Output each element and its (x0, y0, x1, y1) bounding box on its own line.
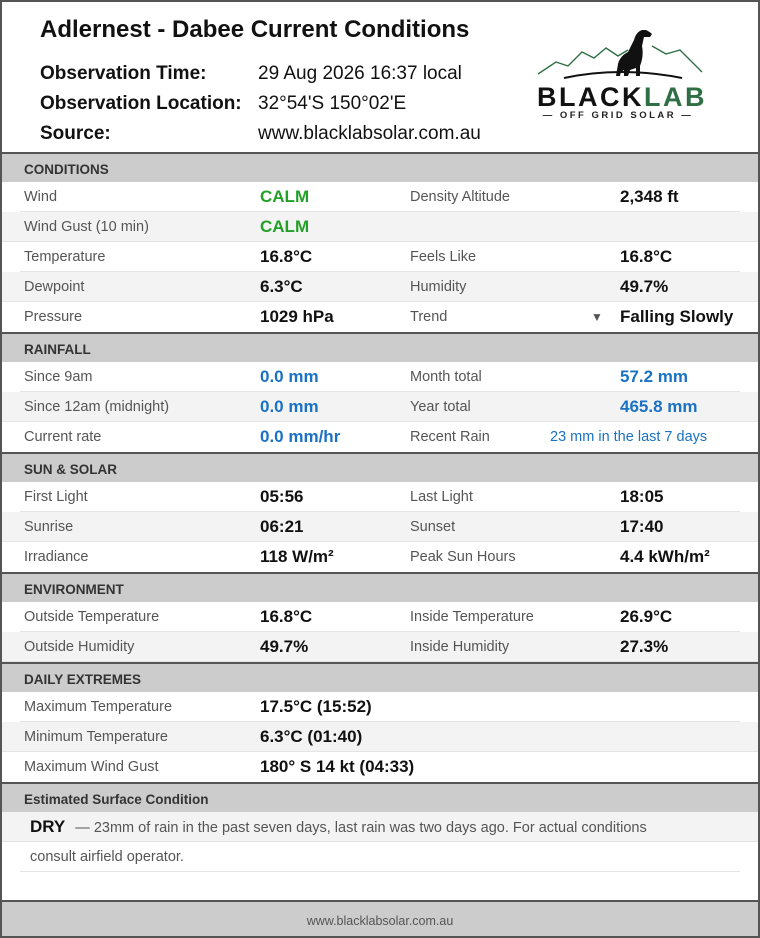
wind-gust-value: CALM (260, 217, 310, 236)
logo-word-green: LAB (644, 82, 707, 112)
surface-condition-description: — 23mm of rain in the past seven days, last rain was two days ago. For actual conditions (75, 820, 647, 836)
surface-condition-description-continued: consult airfield operator. (30, 849, 184, 865)
table-row (20, 692, 740, 722)
peak-sun-hours-label: Peak Sun Hours (410, 549, 516, 565)
max-wind-gust-label: Maximum Wind Gust (24, 759, 159, 775)
sunset-value: 17:40 (620, 517, 664, 536)
report-header (2, 2, 758, 152)
daily-extremes-section-header: DAILY EXTREMES (2, 662, 758, 692)
year-total-label: Year total (410, 399, 471, 415)
humidity-value: 49.7% (620, 277, 669, 296)
surface-condition-section-header: Estimated Surface Condition (2, 782, 758, 812)
table-row (20, 602, 740, 632)
first-light-value: 05:56 (260, 487, 304, 506)
since-9am-label: Since 9am (24, 369, 93, 385)
sunrise-value: 06:21 (260, 517, 304, 536)
logo-subtitle: — OFF GRID SOLAR — (542, 110, 694, 121)
irradiance-value: 118 W/m² (260, 547, 334, 566)
table-row (20, 302, 740, 332)
humidity-label: Humidity (410, 279, 467, 295)
month-total-value: 57.2 mm (620, 367, 689, 386)
surface-condition-line-2 (20, 842, 740, 872)
wind-gust-label: Wind Gust (10 min) (24, 219, 149, 235)
min-temperature-value: 6.3°C (01:40) (260, 727, 363, 746)
table-row (2, 632, 758, 662)
last-light-label: Last Light (410, 489, 473, 505)
table-row (20, 752, 740, 782)
recent-rain-label: Recent Rain (410, 429, 490, 445)
observation-time-label: Observation Time: (40, 63, 207, 84)
logo-word-black: BLACK (537, 82, 644, 112)
sunset-label: Sunset (410, 519, 456, 535)
temperature-value: 16.8°C (260, 247, 313, 266)
trend-value: Falling Slowly (620, 307, 734, 326)
since-midnight-label: Since 12am (midnight) (24, 399, 170, 415)
source-label: Source: (40, 123, 111, 144)
pressure-value: 1029 hPa (260, 307, 334, 326)
blacklab-logo (534, 26, 706, 126)
wind-value: CALM (260, 187, 310, 206)
footer-website-text: www.blacklabsolar.com.au (306, 914, 454, 928)
observation-location-label: Observation Location: (40, 93, 242, 114)
sunrise-label: Sunrise (24, 519, 74, 535)
table-row (2, 272, 758, 302)
since-9am-value: 0.0 mm (260, 367, 319, 386)
observation-time-value: 29 Aug 2026 16:37 local (258, 63, 462, 84)
source-value: www.blacklabsolar.com.au (258, 123, 481, 144)
observation-location-value: 32°54'S 150°02'E (258, 93, 407, 114)
dewpoint-label: Dewpoint (24, 279, 85, 295)
table-row (20, 182, 740, 212)
density-altitude-label: Density Altitude (410, 189, 510, 205)
rainfall-section-header: RAINFALL (2, 332, 758, 362)
outside-temperature-label: Outside Temperature (24, 609, 160, 625)
inside-humidity-value: 27.3% (620, 637, 669, 656)
table-row (2, 722, 758, 752)
page-footer (2, 900, 758, 936)
last-light-value: 18:05 (620, 487, 664, 506)
dewpoint-value: 6.3°C (260, 277, 303, 296)
surface-condition-status: DRY (30, 817, 66, 836)
irradiance-label: Irradiance (24, 549, 89, 565)
pressure-label: Pressure (24, 309, 83, 325)
table-row (2, 212, 758, 242)
table-row (2, 392, 758, 422)
outside-humidity-label: Outside Humidity (24, 639, 135, 655)
feels-like-value: 16.8°C (620, 247, 673, 266)
density-altitude-value: 2,348 ft (620, 187, 679, 206)
current-rate-value: 0.0 mm/hr (260, 427, 341, 446)
sun-solar-section-header: SUN & SOLAR (2, 452, 758, 482)
max-temperature-label: Maximum Temperature (24, 699, 173, 715)
mountain-dog-logo-icon (534, 26, 706, 82)
wind-label: Wind (24, 189, 58, 205)
inside-temperature-value: 26.9°C (620, 607, 673, 626)
inside-humidity-label: Inside Humidity (410, 639, 510, 655)
table-row (20, 542, 740, 572)
year-total-value: 465.8 mm (620, 397, 698, 416)
conditions-section-header: CONDITIONS (2, 152, 758, 182)
since-midnight-value: 0.0 mm (260, 397, 319, 416)
table-row (2, 512, 758, 542)
outside-humidity-value: 49.7% (260, 637, 309, 656)
page-title: Adlernest - Dabee Current Conditions (40, 16, 470, 43)
peak-sun-hours-value: 4.4 kWh/m² (620, 547, 710, 566)
surface-condition-line-1 (2, 812, 758, 842)
feels-like-label: Feels Like (410, 249, 477, 265)
table-row (20, 482, 740, 512)
table-row (20, 242, 740, 272)
trend-label: Trend (410, 309, 448, 325)
logo-wordmark (537, 82, 707, 113)
recent-rain-value: 23 mm in the last 7 days (550, 429, 708, 445)
trend-down-arrow-icon: ▼ (591, 310, 603, 324)
min-temperature-label: Minimum Temperature (24, 729, 168, 745)
current-rate-label: Current rate (24, 429, 102, 445)
month-total-label: Month total (410, 369, 482, 385)
outside-temperature-value: 16.8°C (260, 607, 313, 626)
environment-section-header: ENVIRONMENT (2, 572, 758, 602)
table-row (20, 422, 740, 452)
table-row (20, 362, 740, 392)
max-temperature-value: 17.5°C (15:52) (260, 697, 372, 716)
max-wind-gust-value: 180° S 14 kt (04:33) (260, 757, 415, 776)
inside-temperature-label: Inside Temperature (410, 609, 534, 625)
temperature-label: Temperature (24, 249, 106, 265)
first-light-label: First Light (24, 489, 88, 505)
